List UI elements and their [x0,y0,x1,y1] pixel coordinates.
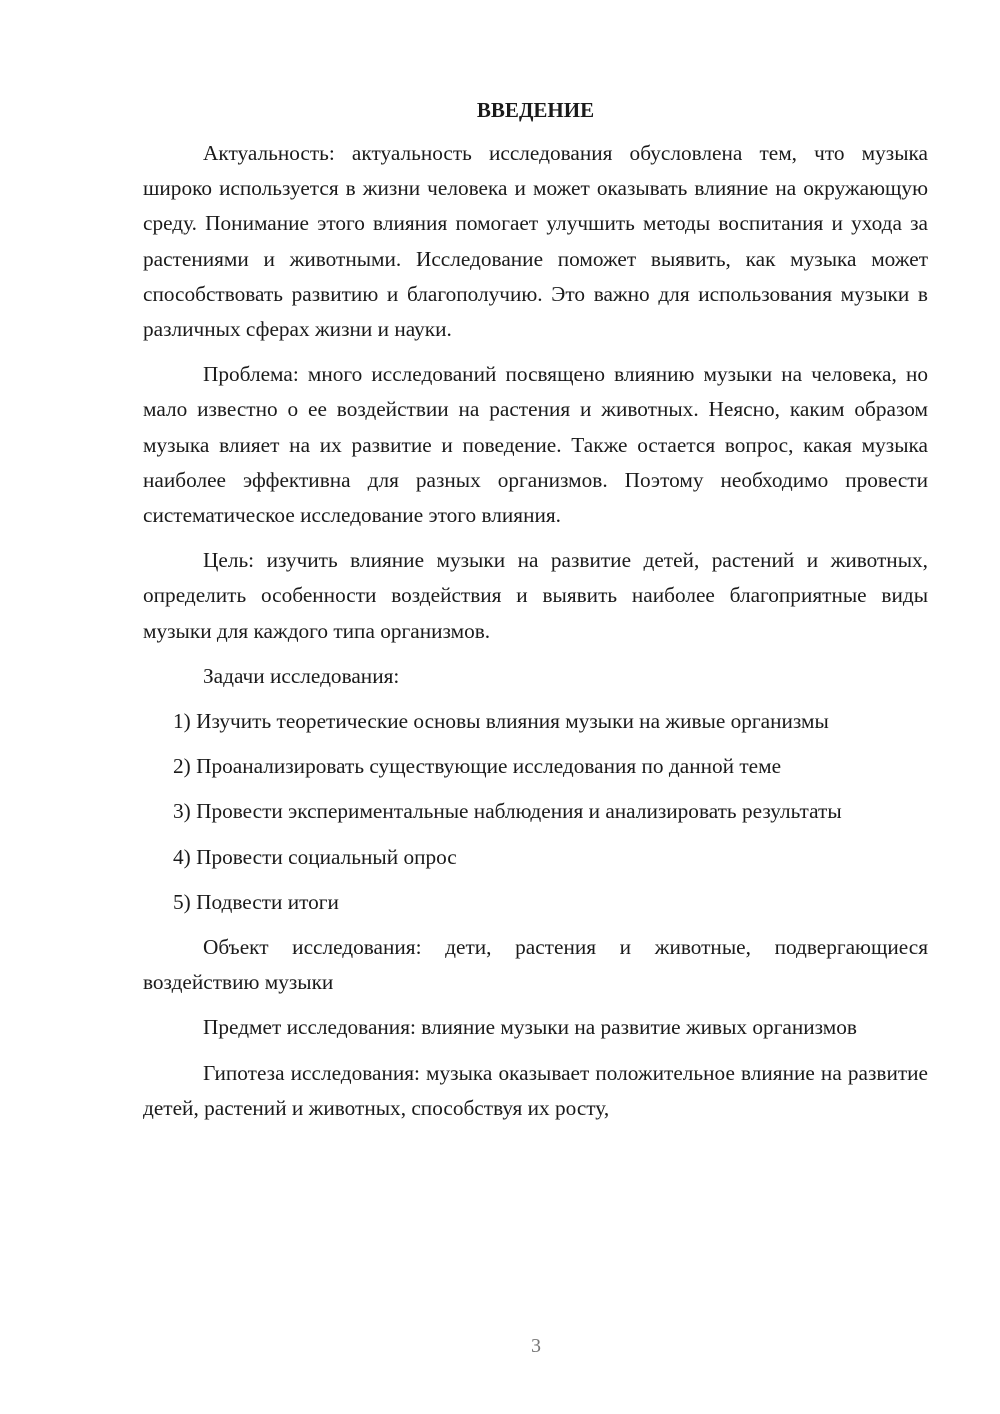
page-number: 3 [531,1335,541,1357]
problem-paragraph: Проблема: много исследований посвящено влиянию музыки на человека, но мало известно о ее воздействии на растения и животных. Неясно, каким образом музыка влияет на их развитие и поведение. Также остается вопрос, какая музыка наиболее эффективна для разных организмов. Поэтому необходимо провести систематическое исследование этого влияния. [143,362,928,528]
hypothesis-paragraph: Гипотеза исследования: музыка оказывает положительное влияние на развитие детей, растений и животных, способствуя их росту, [143,1060,928,1120]
object-paragraph: Объект исследования: дети, растения и животные, подвергающиеся воздействию музыки [143,935,928,995]
subject-paragraph: Предмет исследования: влияние музыки на развитие живых организмов [203,1015,857,1040]
task-item-3: 3) Провести экспериментальные наблюдения и анализировать результаты [173,799,842,824]
task-item-5: 5) Подвести итоги [173,889,339,914]
tasks-heading: Задачи исследования: [203,663,400,688]
task-item-2: 2) Проанализировать существующие исследования по данной теме [173,754,782,779]
task-item-4: 4) Провести социальный опрос [173,844,457,869]
goal-paragraph: Цель: изучить влияние музыки на развитие детей, растений и животных, определить особенности воздействия и выявить наиболее благоприятные виды музыки для каждого типа организмов. [143,548,928,643]
section-title: ВВЕДЕНИЕ [476,98,595,122]
relevance-paragraph: Актуальность: актуальность исследования обусловлена тем, что музыка широко используется в жизни человека и может оказывать влияние на окружающую среду. Понимание этого влияния помогает улучшить методы воспитания и ухода за растениями и животными. Исследование поможет выявить, как музыка может способствовать развитию и благополучию. Это важно для использования музыки в различных сферах жизни и науки. [143,141,928,342]
task-item-1: 1) Изучить теоретические основы влияния музыки на живые организмы [173,709,829,734]
document-page [143,97,928,1136]
